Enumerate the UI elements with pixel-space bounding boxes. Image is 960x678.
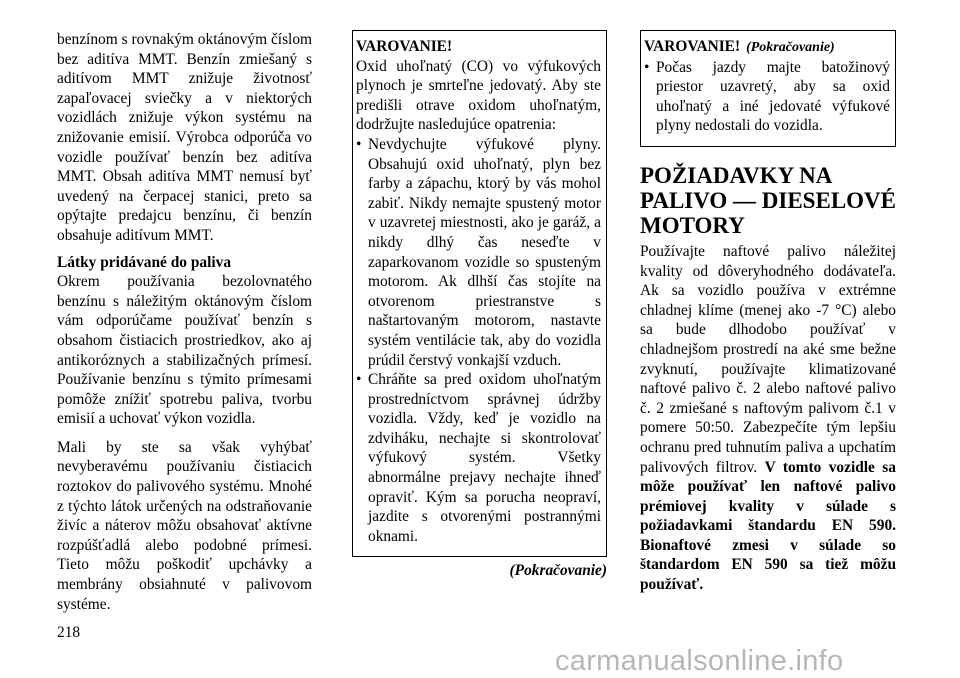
warning-box-continued: [640, 30, 896, 147]
warning-intro: Oxid uhoľnatý (CO) vo výfukových plynoch je smrteľne jedovatý. Aby ste predišli otrave oxidom uhoľnatým, dodržujte nasledujúce opatrenia:: [356, 57, 601, 134]
warning-box-co: [352, 30, 607, 557]
warning-title: VAROVANIE!: [644, 38, 741, 55]
left-column: [57, 30, 312, 614]
warning-list: [644, 58, 890, 136]
page-number: 218: [57, 624, 81, 641]
paragraph-cleaners: Mali by ste sa však vyhýbať nevyberavému používaniu čistiacich roztokov do palivového systému. Mnohé z týchto látok určených na odstraňovanie živíc a náterov môžu obsahovať aktívne rozpúšťadlá alebo podobné prímesi. Tieto môžu poškodiť upchávky a membrány obsiahnuté v palivovom systéme.: [57, 438, 312, 613]
watermark: carmanualsonline.info: [555, 645, 844, 677]
paragraph-mmt: benzínom s rovnakým oktánovým číslom bez aditíva MMT. Benzín zmiešaný s aditívom MMT znižuje životnosť zapaľovacej sviečky a v niektorých vozidlách znižuje výkon systému na znižovanie emisií. Výrobca odporúča vo vozidle používať benzín bez aditíva MMT. Obsah aditíva MMT nemusí byť uvedený na čerpacej stanici, preto sa opýtajte predajcu benzínu, či benzín obsahuje aditívum MMT.: [57, 31, 312, 244]
diesel-text-bold: V tomto vozidle sa môže používať len naftové palivo prémiovej kvality v súlade s požiadavkami štandardu EN 590. Bionaftové zmesi v súlade so štandardom EN 590 sa tiež môžu používať.: [640, 458, 896, 594]
warning-bullet: • Chráňte sa pred oxidom uhoľnatým prostredníctvom správnej údržby vozidla. Vždy, keď je vozidlo na zdviháku, nechajte si skontrolovať výfukový systém. Všetky abnormálne prejavy nechajte ihneď opraviť. Kým sa porucha neopraví, jazdite s otvorenými postrannými oknami.: [356, 370, 601, 546]
warning-bullet: • Nevdychujte výfukové plyny. Obsahujú oxid uhoľnatý, plyn bez farby a zápachu, ktorý by vás mohol zabiť. Nikdy nemajte spustený motor v uzavretej miestnosti, ako je garáž, a nikdy dlhý čas neseďte v zaparkovanom vozidle so spusteným motorom. Ak dlhší čas stojíte na otvorenom priestranstve s naštartovaným motorom, nastavte systém ventilácie tak, aby do vozidla prúdil čerstvý vonkajší vzduch.: [356, 135, 601, 370]
diesel-text: Používajte naftové palivo náležitej kvality od dôveryhodného dodávateľa. Ak sa vozidlo používa v extrémne chladnej klíme (menej ako -7 °C) alebo sa bude dlhodobo používať v chladnejšom prostredí na aké sme bežne zvyknutí, používajte klimatizované naftové palivo č. 2 alebo naftové palivo č. 2 zmiešané s naftovým palivom č.1 v pomere 50:50. Zabezpečíte tým lepšiu ochranu pred tuhnutím paliva a upchatím palivových filtrov.: [640, 242, 896, 476]
warning-continued-label: (Pokračovanie): [746, 40, 835, 55]
warning-title: VAROVANIE!: [356, 38, 453, 55]
paragraph-diesel: [640, 242, 896, 595]
continued-label: (Pokračovanie): [509, 562, 607, 580]
section-heading-additives: Látky pridávané do paliva: [57, 253, 232, 271]
warning-bullet: • Počas jazdy majte batožinový priestor uzavretý, aby sa oxid uhoľnatý a iné jedovaté výfukové plyny nedostali do vozidla.: [644, 58, 890, 136]
middle-column: [352, 30, 607, 581]
section-title-diesel: POŽIADAVKY NA PALIVO — DIESELOVÉ MOTORY: [640, 162, 896, 238]
right-column: [640, 30, 896, 595]
paragraph-additives: Okrem používania bezolovnatého benzínu s náležitým oktánovým číslom vám odporúčame používať benzín s obsahom čistiacich prostriedkov, ako aj antikoróznych a stabilizačných prímesí. Používanie benzínu s týmito prímesami pomôže znížiť spotrebu paliva, tvorbu emisií a uchovať výkon vozidla.: [57, 273, 312, 428]
warning-list: [356, 135, 601, 546]
warning-title-row: [644, 37, 890, 58]
